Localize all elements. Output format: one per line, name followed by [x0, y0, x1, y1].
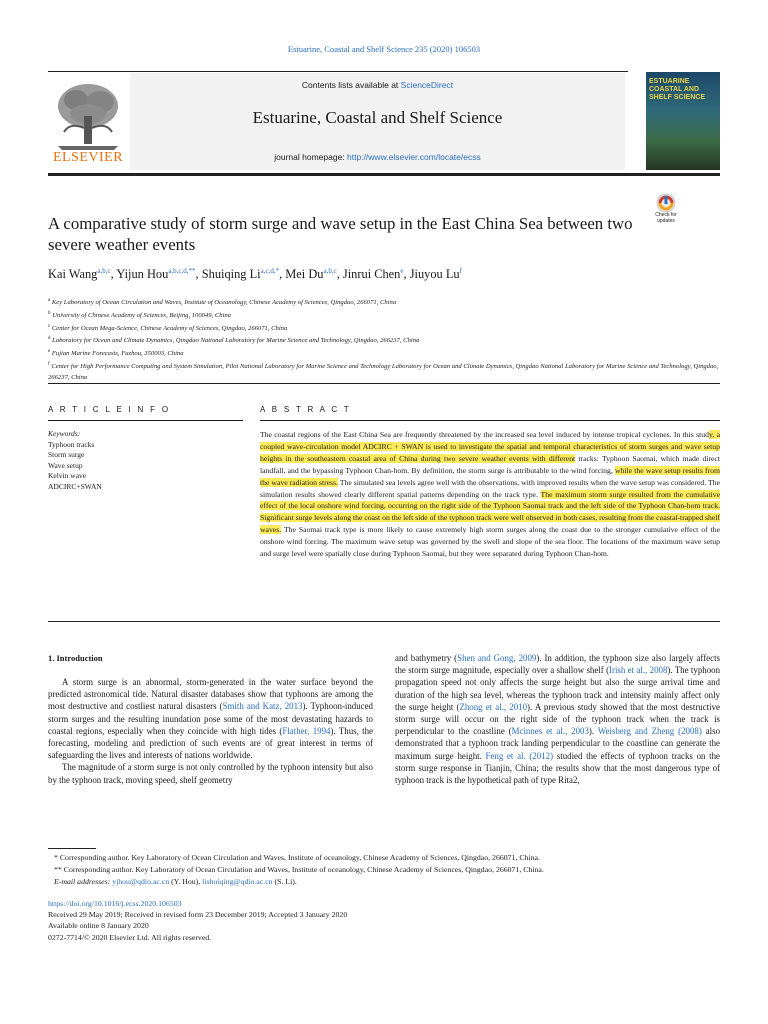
citation-link[interactable]: Smith and Katz, 2013 — [222, 701, 303, 712]
body-text: ). Thus, the forecasting, modeling and prediction of such events are of great interest in terms of safeguarding the lives and interests of nations worldwide. — [48, 725, 373, 761]
citation-link[interactable]: Flather, 1994 — [282, 725, 331, 736]
body-text: also demonstrated that a typhoon track landing perpendicular to the coastline can generate the maximum surge height. — [395, 726, 721, 761]
author-name[interactable]: Jiuyou Lu — [409, 267, 460, 282]
affiliation-key: b — [48, 310, 51, 316]
footnotes — [48, 852, 720, 888]
keyword-item: Storm surge — [48, 450, 85, 460]
email-owner-hou: (Y. Hou), — [169, 877, 203, 886]
affiliation-item — [48, 309, 720, 322]
highlighted-text: while the wave setup results from the wave radiation stress. — [260, 465, 720, 487]
abstract-segment: The simulated sea levels agree well with the observations, with improved results when the wave setup was considered. The simulation results showed clearly different spatial patterns depending on the track type. — [260, 477, 720, 499]
author-separator: , — [336, 267, 343, 282]
affiliation-text: Fujian Marine Forecasts, Fuzhou, 350003, China — [50, 350, 184, 358]
body-text: The magnitude of a storm surge is not only controlled by the typhoon intensity but also by the typhoon track, moving speed, shelf geometry — [48, 762, 373, 785]
keywords-heading: Keywords: — [48, 429, 81, 438]
author-separator: , — [279, 267, 286, 282]
article-info-heading: A R T I C L E I N F O — [48, 405, 171, 414]
highlighted-text: y, a coupled wave-circulation model ADCIRC + SWAN is used to investigate the spatial and temporal characteristics of storm surges and wave setup heights in the southeastern coastal area of China during two severe weather events with different — [260, 430, 720, 463]
doi-link[interactable]: https://doi.org/10.1016/j.ecss.2020.106503 — [48, 899, 182, 908]
abstract-bottom-rule — [48, 621, 720, 622]
abstract-heading: A B S T R A C T — [260, 405, 351, 414]
body-text: and bathymetry ( — [395, 653, 458, 663]
body-paragraph — [48, 761, 373, 785]
footnote-mark: * — [54, 853, 60, 862]
cover-title: ESTUARINE COASTAL AND SHELF SCIENCE — [649, 78, 706, 101]
body-text: ). A previous study showed that the most destructive storm surge will occur on the right side of the typhoon track when the track is perpendicular to the coastline ( — [395, 701, 720, 737]
footnote-text: Corresponding author. Key Laboratory of Ocean Circulation and Waves, Institute of oceanology, Chinese Academy of Sciences, Qingdao, 266071, China. — [59, 853, 540, 862]
journal-homepage-line — [130, 152, 625, 162]
publication-info — [48, 898, 720, 943]
copyright-notice: 0272-7714/© 2020 Elsevier Ltd. All rights reserved. — [48, 932, 212, 942]
email-owner-li: (S. Li). — [272, 877, 297, 886]
body-text: ). The typhoon propagation speed not only affects the surge height but also the surge arrival time and duration of the high sea level, whereas the typhoon track and intensity mainly affect only the surge height ( — [395, 665, 721, 712]
contents-prefix: Contents lists available at — [301, 80, 401, 90]
affiliation-item — [48, 360, 720, 383]
affiliation-text: Center for Ocean Mega-Science, Chinese Academy of Sciences, Qingdao, 266071, China — [50, 324, 288, 332]
keywords-list — [48, 440, 243, 493]
body-paragraph — [48, 676, 373, 761]
affiliation-text: Key Laboratory of Ocean Circulation and Waves, Institute of Oceanology, Chinese Academy of Sciences, Qingdao, 266071, China — [50, 299, 397, 307]
email-link-li[interactable]: lishuiqing@qdio.ac.cn — [202, 877, 273, 886]
citation-link[interactable]: Mcinnes et al., 2003 — [511, 726, 589, 737]
citation-link[interactable]: Feng et al. (2012) — [485, 750, 554, 761]
homepage-prefix: journal homepage: — [274, 152, 348, 162]
abstract-segment: tracks: Typhoon Saomai, which made direct landfall, and the bypassing Typhoon Chan-hom. By definition, the storm surge is attributable to the wind forcing, — [260, 453, 720, 475]
keyword-item: ADCIRC+SWAN — [48, 481, 102, 491]
abstract-text — [260, 429, 720, 560]
affiliation-text: University of Chinese Academy of Sciences, Beijing, 100049, China — [50, 311, 231, 319]
body-column-right — [395, 652, 720, 786]
available-online: Available online 8 January 2020 — [48, 921, 149, 931]
section-rule — [48, 383, 720, 384]
footnote-item — [48, 852, 720, 864]
keyword-item: Kelvin wave — [48, 471, 87, 481]
email-link-hou[interactable]: yjhou@qdio.ac.cn — [112, 877, 170, 886]
author-name[interactable]: Yijun Hou — [116, 267, 169, 282]
footnote-mark: ** — [54, 865, 64, 874]
author-name[interactable]: Jinrui Chen — [342, 267, 401, 282]
check-for-updates-icon[interactable] — [646, 191, 686, 231]
affiliation-key: f — [48, 361, 50, 367]
top-rule — [48, 71, 628, 72]
footnote-item — [48, 864, 720, 876]
citation-link[interactable]: Shen and Gong, 2009 — [457, 653, 537, 663]
author-separator: , — [195, 267, 202, 282]
author-affiliation-marks[interactable]: a,b,c — [97, 267, 111, 275]
author-name[interactable]: Shuiqing Li — [201, 267, 261, 282]
affiliation-text: Laboratory for Ocean and Climate Dynamics, Qingdao National Laboratory for Marine Science and Technology, Qingdao, 266237, China — [50, 337, 420, 345]
affiliation-key: e — [48, 349, 51, 355]
journal-name: Estuarine, Coastal and Shelf Science — [252, 108, 503, 127]
keywords-block — [48, 429, 243, 493]
body-text: ). — [588, 726, 598, 737]
email-line — [48, 876, 720, 888]
affiliation-item — [48, 322, 720, 335]
author-name[interactable]: Kai Wang — [48, 267, 98, 282]
author-separator: , — [110, 267, 117, 282]
author-affiliation-marks[interactable]: a,c,d,* — [260, 267, 280, 275]
affiliation-item — [48, 334, 720, 347]
affiliation-item — [48, 296, 720, 309]
header-rule — [48, 173, 720, 176]
author-name[interactable]: Mei Du — [285, 267, 324, 282]
received-dates: Received 29 May 2019; Received in revised form 23 December 2019; Accepted 3 January 2020 — [48, 910, 348, 920]
abstract-segment: The coastal regions of the East China Sea are frequently threatened by the increased sea level induced by intense tropical cyclones. In this stud — [260, 430, 709, 439]
body-text: A storm surge is an abnormal, storm-generated in the water surface beyond the predicted astronomical tide. Natural disaster databases show that typhoons are among the most destructive and costliest natural disasters ( — [48, 677, 373, 712]
citation-link[interactable]: Zhong et al., 2010 — [459, 701, 528, 712]
highlighted-text: The maximum storm surge resulted from the cumulative effect of the local onshore wind forcing, occurring on the right side of the Typhoon Saomai track and the left side of the Typhoon Chan-hom track. Significant surge levels along the coast on the left side of the typhoon track were well observed in both cases, resulting from the coastal-trapped shelf waves. — [260, 489, 721, 535]
body-text: studied the effects of typhoon tracks on the storm surge response in Tianjin, China; the results show that the most dangerous type of typhoon track is the hypothetical path of type Rita2, — [395, 750, 720, 786]
author-affiliation-marks[interactable]: f — [459, 267, 462, 275]
keyword-item: Typhoon tracks — [48, 439, 95, 449]
elsevier-wordmark: ELSEVIER — [52, 150, 124, 165]
author-separator: , — [403, 267, 410, 282]
check-for-updates-label: Check for updates — [655, 212, 677, 224]
journal-reference[interactable]: Estuarine, Coastal and Shelf Science 235 (2020) 106503 — [287, 44, 481, 54]
author-affiliation-marks[interactable]: a,b,c — [323, 267, 337, 275]
footnote-rule — [48, 848, 96, 849]
citation-link[interactable]: Irish et al., 2008 — [609, 665, 668, 676]
footnote-text: Corresponding author. Key Laboratory of Ocean Circulation and Waves, Institute of oceanology, Chinese Academy of Sciences, Qingdao, 266071, China. — [63, 865, 544, 874]
email-label: E-mail addresses: — [54, 877, 113, 886]
introduction-heading: 1. Introduction — [48, 653, 103, 663]
journal-cover-image[interactable] — [646, 72, 720, 170]
affiliation-key: c — [48, 323, 51, 329]
affiliation-item — [48, 347, 720, 360]
affiliation-text: Center for High Performance Computing and System Simulation, Pilot National Laboratory for Marine Science and Technology Laboratory for Ocean and Climate Dynamics, Qingdao National Laboratory for Marine Science and Technology, Qingdao, 266237, China — [48, 363, 719, 381]
keyword-item: Wave setup — [48, 460, 83, 470]
abstract-rule — [260, 420, 720, 421]
author-affiliation-marks[interactable]: e — [400, 267, 404, 275]
contents-line — [130, 80, 625, 90]
abstract-segment: The Saomai track type is more likely to cause extremely high storm surges along the coast due to the stronger cumulative effect of the onshore wind forcing. The maximum wave setup was governed by the swell and slope of the sea floor. The locations of the maximum wave setup and surge level were spatially close during Typhoon Saomai, but they were separated during Typhoon Chan-hom. — [260, 525, 720, 559]
author-list — [48, 267, 720, 282]
affiliation-list — [48, 296, 720, 383]
affiliation-key: a — [48, 298, 51, 303]
citation-link[interactable]: Weisberg and Zheng (2008) — [597, 726, 702, 737]
body-text: ). Typhoon-induced storm surges and the resulting inundation pose some of the most devastating hazards to coastal regions, especially when they coincide with high tides ( — [48, 701, 373, 736]
body-text: ). In addition, the typhoon size also largely affects the storm surge magnitude, especially over a shallow shelf ( — [395, 653, 720, 676]
article-title: A comparative study of storm surge and wave setup in the East China Sea between two severe weather events — [48, 214, 633, 254]
body-paragraph — [395, 652, 720, 786]
article-info-rule — [48, 420, 243, 421]
author-affiliation-marks[interactable]: a,b,c,d,** — [168, 267, 196, 275]
body-column-left — [48, 676, 373, 786]
sciencedirect-link[interactable]: ScienceDirect — [400, 80, 454, 90]
homepage-link[interactable]: http://www.elsevier.com/locate/ecss — [347, 152, 481, 162]
affiliation-key: d — [48, 336, 51, 342]
corresponding-author-notes — [48, 852, 720, 876]
